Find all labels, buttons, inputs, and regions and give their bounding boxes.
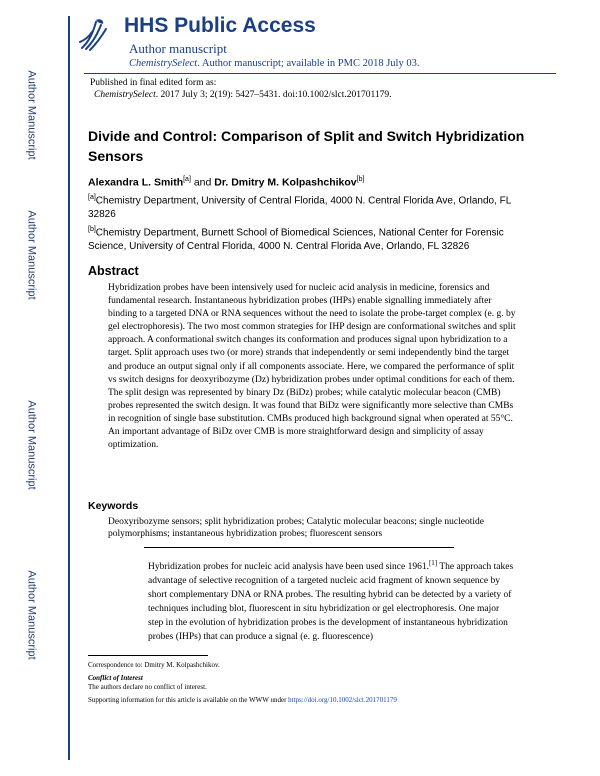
left-rule — [68, 16, 70, 760]
citation-rest: . Author manuscript; available in PMC 2018 July 03. — [197, 58, 420, 69]
keywords-heading: Keywords — [88, 500, 139, 512]
author-and: and — [193, 176, 212, 189]
affiliation-a-mark: [a] — [88, 194, 96, 201]
supporting-info-text: Supporting information for this article is available on the WWW under — [88, 696, 289, 704]
manuscript-label: Author manuscript — [129, 41, 227, 56]
published-journal: ChemistrySelect — [94, 90, 156, 100]
hhs-title: HHS Public Access — [124, 14, 316, 37]
supporting-info — [88, 696, 397, 704]
section-divider — [144, 547, 454, 548]
affiliation-b — [88, 223, 512, 254]
author-2: Dr. Dmitry M. Kolpashchikov — [214, 176, 357, 189]
citation-journal: ChemistrySelect — [129, 58, 198, 69]
hhs-eagle-logo-icon — [76, 16, 110, 54]
article-title: Divide and Control: Comparison of Split and Switch Hybridization Sensors — [88, 128, 525, 164]
author-1-sup: [a] — [183, 176, 191, 183]
author-line — [88, 176, 364, 189]
sidebar-label-4: Author Manuscript — [26, 570, 39, 660]
body-part-1: Hybridization probes for nucleic acid analysis have been used since 1961. — [148, 562, 429, 573]
keywords-text: Deoxyribozyme sensors; split hybridization probes; Catalytic molecular beacons; single nucleotide polymorphisms; instantaneous hybridization probes; fluorescent sensors — [108, 517, 484, 539]
body-part-2: The approach takes advantage of selective recognition of a targeted nucleic acid fragment of known sequence by short complementary DNA or RNA probes. The resulting hybrid can be detected by a variety of techniques including blot, fluorescent in situ hybridization or gel electrophoresis. One major step in the evolution of hybridization probes is the development of instantaneous hybridization probes (IHPs) that can produce a signal (e. g. fluorescence) — [148, 562, 514, 642]
supporting-info-link[interactable]: https://doi.org/10.1002/slct.201701179 — [288, 696, 397, 704]
footnote-divider — [88, 655, 208, 656]
header-divider — [84, 73, 556, 74]
abstract-text: Hybridization probes have been intensively used for nucleic acid analysis in medicine, forensics and fundamental research. Instantaneous hybridization probes (IHPs) enable signalling immediately after binding to a targeted DNA or RNA sequences without the need to isolate the probe-target complex (e. g. by gel electrophoresis). The two most common strategies for IHP design are conformational switches and split approach. A conformational switch changes its conformation and produces signal upon hybridization to a target. Split approach uses two (or more) strands that independently or semi independently bind the target and produce an output signal only if all components associate. Here, we compared the performance of split vs switch designs for deoxyribozyme (Dz) hybridization probes under optimal conditions for each of them. The split design was represented by binary Dz (BiDz) probes; while catalytic molecular beacon (CMB) probes represented the switch design. It was found that BiDz were significantly more selective than CMBs in recognition of single base substitution. CMBs produced high background signal when operated at 55°C. An important advantage of BiDz over CMB is more straightforward design and simplicity of assay optimization. — [108, 283, 516, 451]
body-paragraph — [148, 557, 516, 645]
affiliation-b-mark: [b] — [88, 226, 96, 233]
author-1: Alexandra L. Smith — [88, 176, 184, 189]
sidebar-label-2: Author Manuscript — [26, 210, 39, 300]
correspondence-note: Correspondence to: Dmitry M. Kolpashchikov. — [88, 661, 220, 669]
coi-text: The authors declare no conflict of interest. — [88, 683, 207, 691]
affiliation-a — [88, 191, 512, 222]
reference-1[interactable]: [1] — [428, 559, 438, 567]
sidebar-label-1: Author Manuscript — [26, 70, 39, 160]
published-note: Published in final edited form as: — [90, 78, 217, 88]
availability-citation — [129, 58, 419, 69]
affiliation-b-text: Chemistry Department, Burnett School of Biomedical Sciences, National Center for Forensic Science, University of Central Florida, 4000 N. Central Florida Ave, Orlando, FL 32826 — [88, 227, 504, 253]
sidebar-label-3: Author Manuscript — [26, 400, 39, 490]
published-citation — [94, 90, 392, 100]
published-details: . 2017 July 3; 2(19): 5427–5431. doi:10.1002/slct.201701179. — [155, 90, 392, 100]
abstract-heading: Abstract — [88, 264, 139, 278]
author-2-sup: [b] — [356, 176, 365, 183]
coi-heading: Conflict of Interest — [88, 674, 143, 682]
affiliation-a-text: Chemistry Department, University of Central Florida, 4000 N. Central Florida Ave, Orlando, FL 32826 — [88, 195, 511, 221]
